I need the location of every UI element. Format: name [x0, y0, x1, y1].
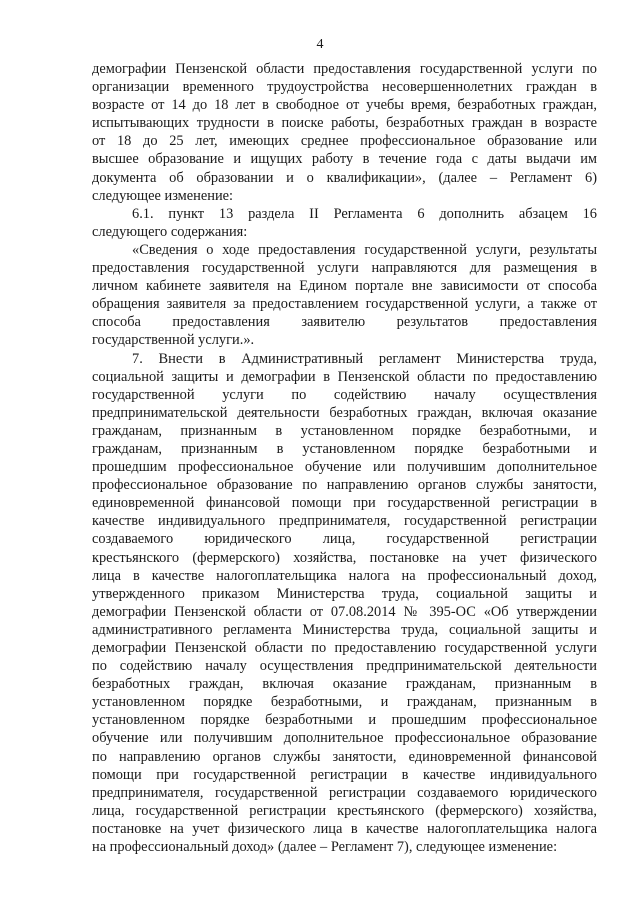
- text-line: безработных граждан, включая оказание гражданам, признанным в: [92, 676, 597, 693]
- text-line: государственной услуги по содействию началу осуществления: [92, 386, 597, 403]
- text-line: возрасте от 14 до 18 лет в свободное от учебы время, безработных граждан,: [92, 97, 597, 114]
- text-line: высшее образование и ищущих работу в течение года с даты выдачи им: [92, 151, 597, 168]
- text-line: личном кабинете заявителя на Едином портале вне зависимости от способа: [92, 278, 597, 295]
- text-line: помощи при государственной регистрации в качестве индивидуального: [92, 766, 597, 783]
- text-line: социальной защиты и демографии в Пензенской области по предоставлению: [92, 368, 597, 385]
- text-line: прошедшим профессиональное обучение или получившим дополнительное: [92, 459, 597, 476]
- text-line: демографии Пензенской области по предоставлению государственной услуги: [92, 640, 597, 656]
- text-line: способа предоставления заявителю результатов предоставления: [92, 314, 597, 331]
- document-body: [92, 60, 597, 856]
- text-line: организации временного трудоустройства несовершеннолетних граждан в: [92, 79, 597, 96]
- text-line: «Сведения о ходе предоставления государственной услуги, результаты: [132, 241, 597, 258]
- text-line: демографии Пензенской области предоставления государственной услуги по: [92, 61, 597, 77]
- text-line: 7. Внести в Административный регламент Министерства труда,: [132, 350, 597, 367]
- text-line: гражданам, признанным в установленном порядке безработными и: [92, 440, 597, 457]
- text-line: качестве индивидуального предпринимателя, государственной регистрации: [92, 513, 597, 530]
- text-line: лица в качестве налогоплательщика налога на профессиональный доход,: [92, 567, 597, 584]
- text-line: постановке на учет физического лица в качестве налогоплательщика налога: [92, 820, 597, 837]
- text-line: демографии Пензенской области от 07.08.2014 № 395-ОС «Об утверждении: [92, 603, 597, 620]
- text-line: государственной услуги.».: [92, 332, 255, 349]
- text-line: профессиональное образование по направлению органов службы занятости,: [92, 477, 597, 494]
- text-line: создаваемого юридического лица, государственной регистрации: [92, 531, 597, 548]
- text-line: установленном порядке безработными и прошедшим профессиональное: [92, 712, 597, 729]
- text-line: единовременной финансовой помощи при государственной регистрации в: [92, 495, 597, 512]
- text-line: обучение или получившим дополнительное профессиональное образование: [92, 730, 597, 747]
- text-line: по содействию началу осуществления предпринимательской деятельности: [92, 658, 597, 675]
- text-line: следующего содержания:: [92, 223, 248, 240]
- text-line: гражданам, признанным в установленном порядке безработными, и: [92, 422, 597, 439]
- text-line: предоставления государственной услуги направляются для размещения в: [92, 260, 597, 277]
- text-line: административного регламента Министерства труда, социальной защиты и: [92, 621, 597, 638]
- text-line: документа об образовании и о квалификации», (далее – Регламент 6): [92, 169, 597, 186]
- text-line: следующее изменение:: [92, 187, 234, 204]
- text-line: от 18 до 25 лет, имеющих среднее профессиональное образование или: [92, 133, 597, 150]
- text-line: крестьянского (фермерского) хозяйства, постановке на учет физического: [92, 549, 597, 566]
- text-line: лица, государственной регистрации крестьянского (фермерского) хозяйства,: [92, 802, 597, 819]
- text-line: по направлению органов службы занятости, единовременной финансовой: [92, 748, 597, 765]
- text-line: предпринимателя, государственной регистрации создаваемого юридического: [92, 784, 597, 801]
- text-line: испытывающих трудности в поиске работы, безработных граждан в возрасте: [92, 115, 597, 132]
- text-line: предпринимательской деятельности безработных граждан, включая оказание: [92, 404, 597, 421]
- text-line: обращения заявителя за предоставлением государственной услуги, а также от: [92, 296, 597, 313]
- text-line: на профессиональный доход» (далее – Регламент 7), следующее изменение:: [92, 839, 558, 856]
- text-line: установленном порядке безработными, и гражданам, признанным в: [92, 694, 597, 711]
- text-line: 6.1. пункт 13 раздела II Регламента 6 дополнить абзацем 16: [132, 205, 597, 222]
- page-number: 4: [316, 37, 324, 52]
- text-line: утвержденного приказом Министерства труда, социальной защиты и: [92, 585, 597, 602]
